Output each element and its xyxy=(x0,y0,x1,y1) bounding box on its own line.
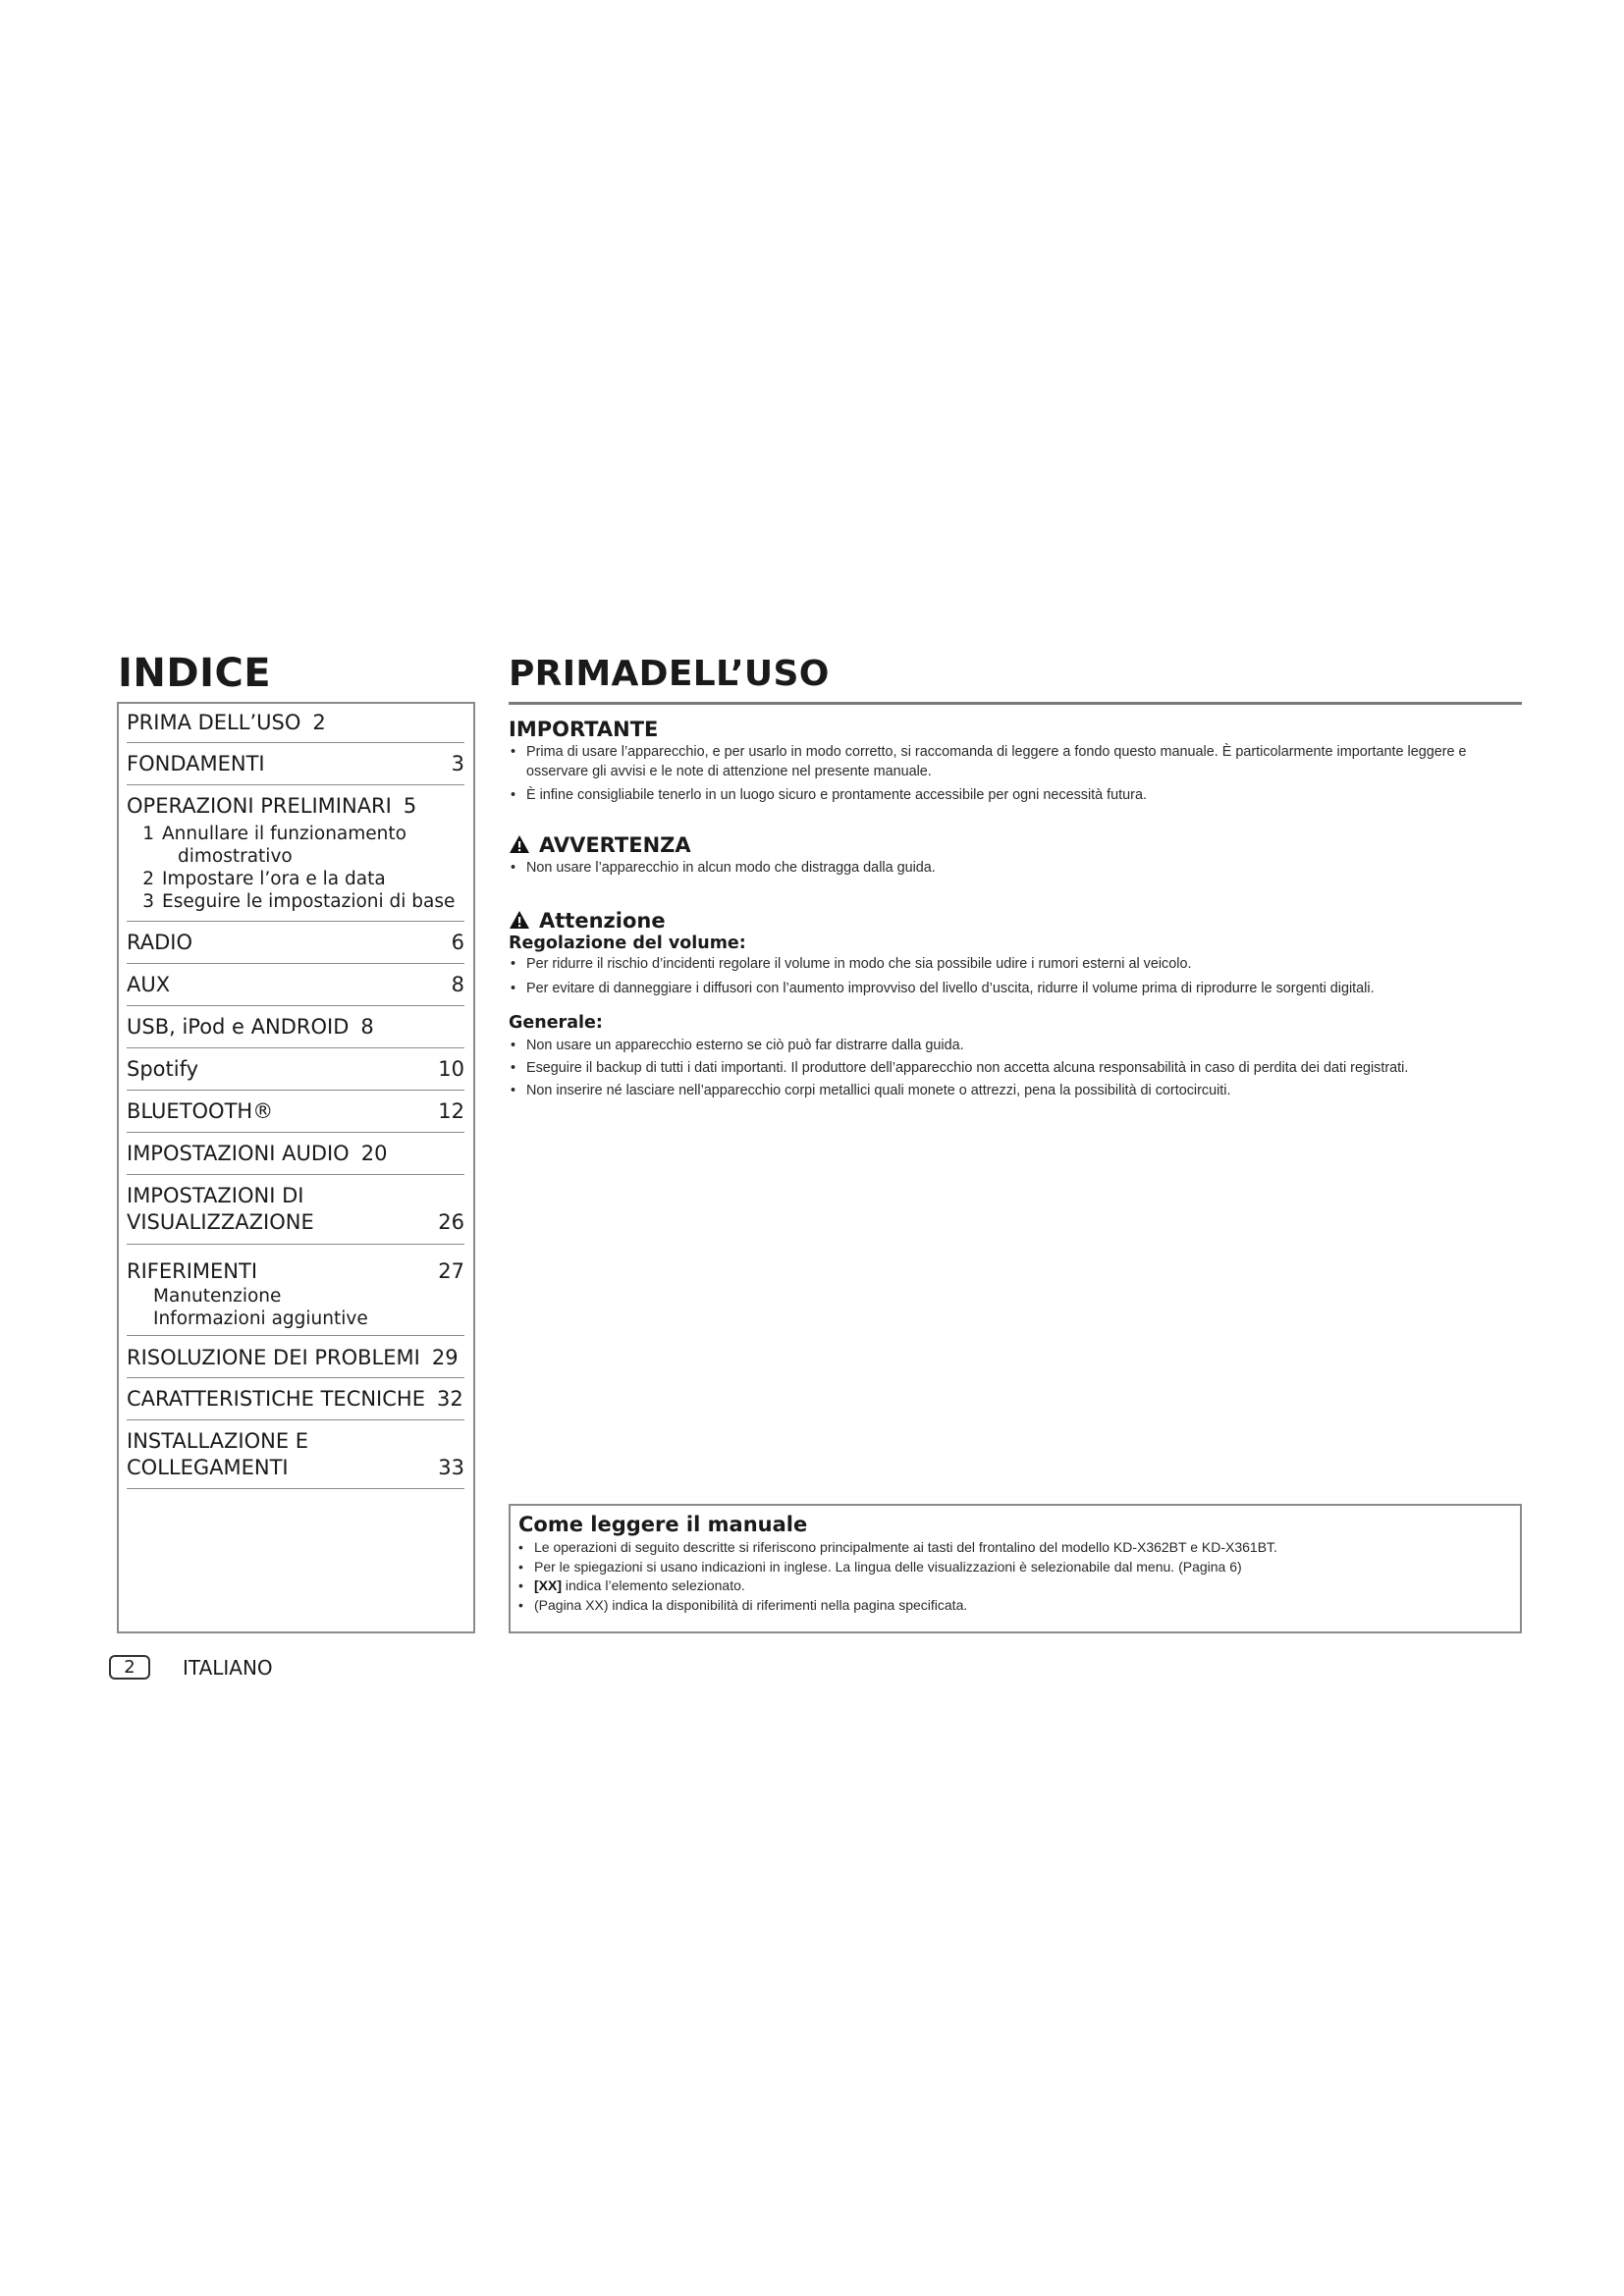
how-to-read-list xyxy=(516,1538,1508,1615)
toc-item-label: PRIMA DELL’USO xyxy=(127,711,301,734)
toc-item-usb-ipod-android[interactable] xyxy=(127,1006,464,1048)
avvertenza-list xyxy=(509,858,1522,878)
attenzione-heading-text: Attenzione xyxy=(539,909,666,933)
page-title: PRIMADELL’USO xyxy=(509,654,830,694)
toc-item-label: FONDAMENTI xyxy=(127,752,265,775)
generale-subheading: Generale: xyxy=(509,1013,603,1033)
toc-item-spotify[interactable] xyxy=(127,1048,464,1091)
bullet-item: • È infine consigliabile tenerlo in un luogo sicuro e prontamente accessibile per ogni necessità futura. xyxy=(509,785,1522,805)
warning-triangle-icon xyxy=(509,910,530,930)
how-to-read-item xyxy=(516,1576,1508,1596)
toc-item-label: RIFERIMENTI xyxy=(127,1259,258,1283)
toc-item-radio[interactable] xyxy=(127,922,464,964)
warning-triangle-icon xyxy=(509,834,530,854)
toc-item-risoluzione-problemi[interactable] xyxy=(127,1336,464,1378)
toc-item-page: 2 xyxy=(312,711,326,734)
toc-item-page: 26 xyxy=(438,1210,464,1234)
toc-item-page: 29 xyxy=(431,1346,459,1369)
toc-item-page: 5 xyxy=(403,794,417,818)
how-to-read-item: • Le operazioni di seguito descritte si riferiscono principalmente ai tasti del frontalino del modello KD-X362BT e KD-X361BT. xyxy=(516,1538,1508,1558)
title-divider xyxy=(509,702,1522,705)
toc-subitem[interactable] xyxy=(127,868,464,890)
toc-item-riferimenti[interactable] xyxy=(127,1245,464,1336)
importante-heading: IMPORTANTE xyxy=(509,718,659,741)
toc-item-label: Spotify xyxy=(127,1057,199,1081)
importante-list xyxy=(509,742,1522,805)
volume-list xyxy=(509,954,1522,998)
toc-item-page: 32 xyxy=(436,1387,463,1411)
toc-item-installazione-collegamenti[interactable] xyxy=(127,1420,464,1489)
toc-item-label: CARATTERISTICHE TECNICHE xyxy=(127,1387,425,1411)
toc-item-label: RADIO xyxy=(127,931,192,954)
how-to-read-item: • Per le spiegazioni si usano indicazioni in inglese. La lingua delle visualizzazioni è selezionabile dal menu. (Pagina 6) xyxy=(516,1558,1508,1577)
footer-language: ITALIANO xyxy=(183,1656,273,1680)
volume-subheading: Regolazione del volume: xyxy=(509,934,746,953)
avvertenza-heading xyxy=(509,832,691,858)
toc-item-aux[interactable] xyxy=(127,964,464,1006)
how-to-read-item-text: indica l’elemento selezionato. xyxy=(562,1577,745,1593)
bullet-item: • Non inserire né lasciare nell’apparecchio corpi metallici quali monete o attrezzi, pena la possibilità di cortocircuiti. xyxy=(509,1081,1522,1100)
toc-item-page: 10 xyxy=(438,1057,464,1081)
toc-item-label-line2: COLLEGAMENTI xyxy=(127,1456,289,1479)
toc-item-label: OPERAZIONI PRELIMINARI xyxy=(127,794,392,818)
bullet-item: • Per ridurre il rischio d’incidenti regolare il volume in modo che sia possibile udire i rumori esterni al veicolo. xyxy=(509,954,1522,974)
toc-item-label: INSTALLAZIONE E xyxy=(127,1429,309,1453)
toc-subitem-continuation: dimostrativo xyxy=(178,846,293,867)
toc-item-bluetooth[interactable] xyxy=(127,1091,464,1133)
toc-subitem[interactable] xyxy=(127,890,464,913)
how-to-read-box xyxy=(509,1504,1522,1633)
toc-subitem[interactable] xyxy=(127,823,464,845)
toc-subitem-text: Impostare l’ora e la data xyxy=(162,869,386,889)
bullet-item: • Eseguire il backup di tutti i dati importanti. Il produttore dell’apparecchio non accetta alcuna responsabilità in caso di perdita dei dati registrati. xyxy=(509,1058,1522,1078)
toc-subitem-text: Annullare il funzionamento xyxy=(162,824,406,844)
toc-item-page: 8 xyxy=(360,1015,374,1039)
bullet-item: • Per evitare di danneggiare i diffusori con l’aumento improvviso del livello d’uscita, ridurre il volume prima di riprodurre le sorgenti digitali. xyxy=(509,979,1522,998)
toc-subitem-text: Eseguire le impostazioni di base xyxy=(162,891,456,912)
toc-item-label: AUX xyxy=(127,973,171,996)
toc-item-label: RISOLUZIONE DEI PROBLEMI xyxy=(127,1346,420,1369)
toc-item-page: 20 xyxy=(360,1142,388,1165)
bullet-item: • Prima di usare l’apparecchio, e per usarlo in modo corretto, si raccomanda di leggere a fondo questo manuale. È particolarmente importante leggere e osservare gli avvisi e le note di attenzione nel presente manuale. xyxy=(509,742,1522,781)
page-number-badge: 2 xyxy=(109,1655,150,1680)
toc-subitem-number: 1 xyxy=(142,824,154,844)
toc-item-caratteristiche-tecniche[interactable] xyxy=(127,1378,464,1420)
how-to-read-title: Come leggere il manuale xyxy=(518,1513,808,1536)
toc-item-page: 33 xyxy=(438,1456,464,1479)
toc-item-page: 27 xyxy=(438,1259,464,1283)
bullet-item: • Non usare un apparecchio esterno se ciò può far distrarre dalla guida. xyxy=(509,1036,1522,1055)
bullet-item: • Non usare l’apparecchio in alcun modo che distragga dalla guida. xyxy=(509,858,1522,878)
toc-item-label: BLUETOOTH® xyxy=(127,1099,274,1123)
toc-item-impostazioni-visualizzazione[interactable] xyxy=(127,1175,464,1245)
toc-item-label: USB, iPod e ANDROID xyxy=(127,1015,350,1039)
toc-subitem-manutenzione[interactable]: Manutenzione xyxy=(153,1286,282,1307)
toc-subitem-number: 2 xyxy=(142,869,154,889)
selected-item-tag: [XX] xyxy=(534,1577,562,1593)
toc-item-page: 3 xyxy=(451,752,464,775)
toc-item-prima-delluso[interactable] xyxy=(127,704,464,743)
toc-item-impostazioni-audio[interactable] xyxy=(127,1133,464,1175)
toc-subitem-number: 3 xyxy=(142,891,154,912)
toc-item-label-line2: VISUALIZZAZIONE xyxy=(127,1210,314,1234)
toc-item-page: 6 xyxy=(451,931,464,954)
avvertenza-heading-text: AVVERTENZA xyxy=(539,833,691,857)
toc-item-page: 12 xyxy=(438,1099,464,1123)
toc-item-fondamenti[interactable] xyxy=(127,743,464,785)
toc-item-operazioni-preliminari[interactable] xyxy=(127,785,464,922)
toc-subitem-informazioni-aggiuntive[interactable]: Informazioni aggiuntive xyxy=(153,1308,368,1329)
toc-title: INDICE xyxy=(118,651,272,696)
table-of-contents xyxy=(117,702,475,1633)
toc-item-label: IMPOSTAZIONI AUDIO xyxy=(127,1142,350,1165)
generale-list xyxy=(509,1036,1522,1100)
attenzione-heading xyxy=(509,908,666,934)
toc-item-page: 8 xyxy=(451,973,464,996)
how-to-read-item: • (Pagina XX) indica la disponibilità di riferimenti nella pagina specificata. xyxy=(516,1596,1508,1616)
toc-item-label: IMPOSTAZIONI DI xyxy=(127,1184,304,1207)
